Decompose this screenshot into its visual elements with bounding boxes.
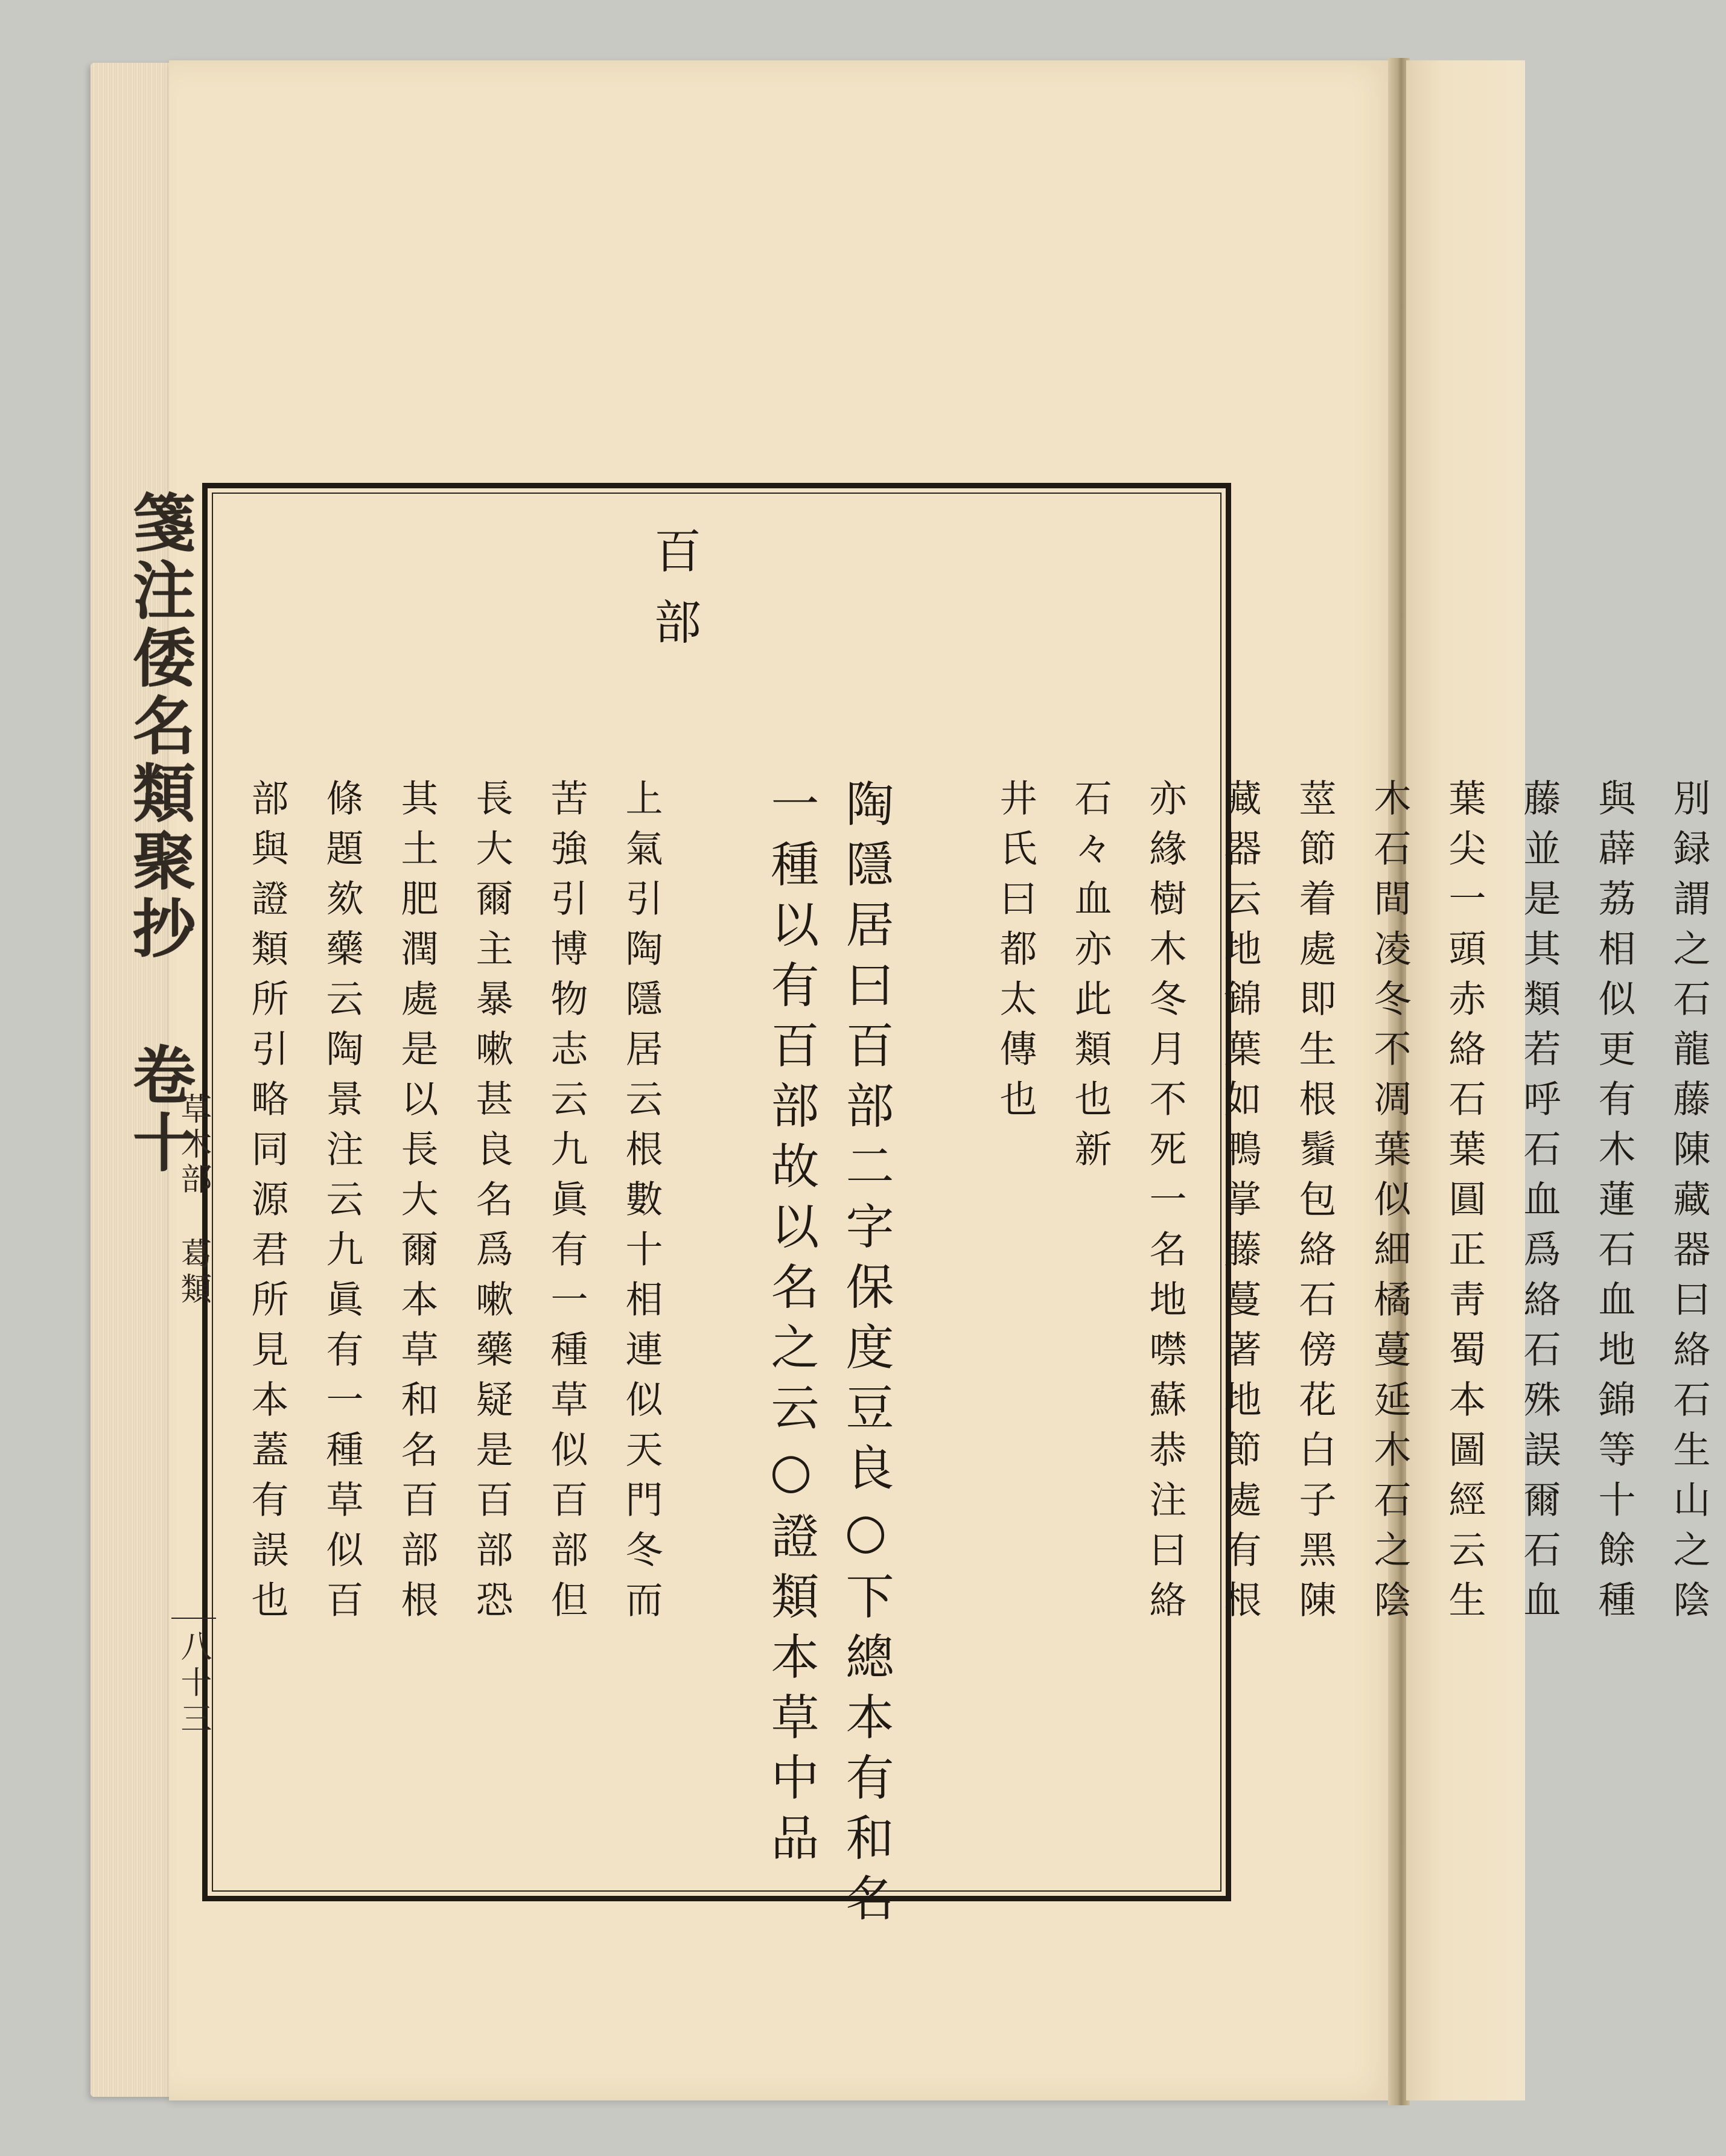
text-column: 陶隱居曰百部二字保度豆良○下總本有和名 [838,779,894,1933]
text-column: 條題欬藥云陶景注云九眞有一種草似百 [320,779,364,1630]
page-number: 八十三 [175,1630,211,1738]
text-column: 藏器云地錦葉如鴨掌藤蔓著地節處有根 [1218,779,1262,1630]
text-column: 一種以有百部故以名之云○證類本草中品 [763,779,819,1873]
text-column: 與薜荔相似更有木蓮石血地錦等十餘種 [1592,779,1636,1630]
text-column: 石々血亦此類也新 [1068,779,1112,1179]
section-heading: 百部 [646,526,701,669]
text-column: 苦強引博物志云九眞有一種草似百部但 [544,779,588,1630]
text-column: 木石間凌冬不凋葉似細橘蔓延木石之陰 [1368,779,1412,1630]
text-column: 長大爾主暴嗽甚良名爲嗽藥疑是百部恐 [470,779,514,1630]
body-text [229,779,1726,1933]
text-column: 葉尖一頭赤絡石葉圓正靑蜀本圖經云生 [1442,779,1486,1630]
text-column: 莖節着處即生根鬚包絡石傍花白子黑陳 [1293,779,1337,1630]
text-column [678,779,753,1877]
margin-category: 草木部 葛類 [175,1092,211,1307]
text-column: 上氣引陶隱居云根數十相連似天門冬而 [619,779,663,1630]
text-column: 亦緣樹木冬月不死一名地噤蘇恭注曰絡 [1143,779,1187,1630]
text-column: 井氏曰都太傳也 [993,779,1037,1129]
text-column [903,779,978,1877]
text-column: 部與證類所引略同源君所見本蓋有誤也 [245,779,289,1630]
spine-title: 箋注倭名類聚抄 卷十 [122,490,196,1178]
text-column: 藤並是其類若呼石血爲絡石殊誤爾石血 [1517,779,1561,1630]
text-column: 其土肥潤處是以長大爾本草和名百部根 [395,779,439,1630]
text-column: 別録謂之石龍藤陳藏器曰絡石生山之陰 [1667,779,1711,1630]
